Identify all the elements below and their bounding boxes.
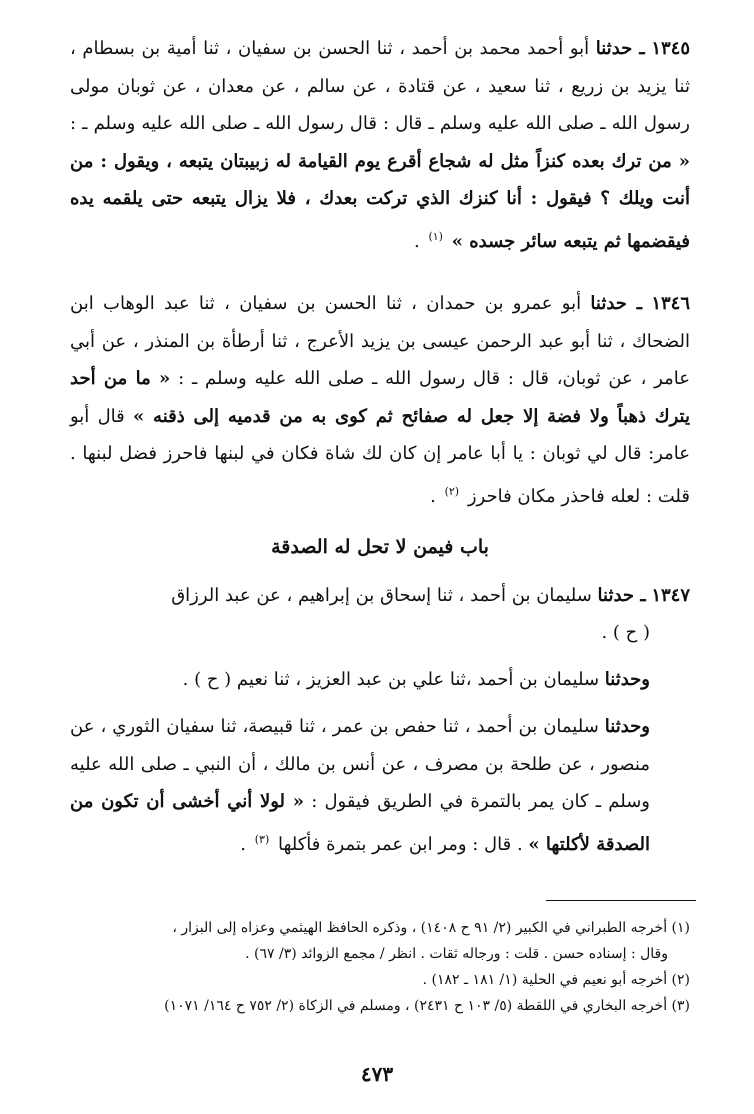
hadith-1347 [70,577,690,863]
page-number: ٤٧٣ [360,1062,394,1086]
isnad: أبو أحمد محمد بن أحمد ، ثنا الحسن بن سفيان ، ثنا أمية بن بسطام ، ثنا يزيد بن زريع ، ثنا سعيد ، عن قتادة ، عن سالم ، عن معدان ، عن ثوبان مولى رسول الله ـ صلى الله عليه وسلم ـ قال : قال رسول الله ـ صلى الله عليه وسلم ـ : [70,38,690,134]
hadith-1345: ١٣٤٥ ـ حدثنا أبو أحمد محمد بن أحمد ، ثنا الحسن بن سفيان ، ثنا أمية بن بسطام ، ثنا يزيد بن زريع ، ثنا سعيد ، عن قتادة ، عن سالم ، عن معدان ، عن ثوبان مولى رسول الله ـ صلى الله عليه وسلم ـ قال : قال رسول الله ـ صلى الله عليه وسلم ـ : « من ترك بعده كنزاً مثل له شجاع أقرع يوم القيامة له زبيبتان يتبعه ، ويقول : من أنت ويلك ؟ فيقول : أنا كنزك الذي تركت بعدك ، فلا يزال يتبعه حتى يلقمه يده فيقضمها ثم يتبعه سائر جسده » $^{(١)}$ . [70,38,690,252]
footnote-ref: (٣) [254,832,270,846]
end-mark: . [430,485,436,507]
narration-word: وحدثنا [604,716,650,737]
isnad: سليمان بن أحمد ،ثنا علي بن عبد العزيز ، ثنا نعيم ( ح ) . [182,669,600,690]
footnote-ref: (١) [428,229,443,243]
isnad: أبو عمرو بن حمدان ، ثنا الحسن بن سفيان ، ثنا عبد الوهاب ابن الضحاك ، ثنا أبو عبد الرحمن عيسى بن يزيد الأعرج ، ثنا أرطأة بن المنذر ، عن أبي عامر ، عن ثوبان، قال : قال رسول الله ـ صلى الله عليه وسلم ـ : [70,293,690,389]
isnad: سليمان بن أحمد ، ثنا إسحاق بن إبراهيم ، عن عبد الرزاق [171,585,592,606]
hadith-number: ١٣٤٦ [651,293,690,314]
isnad: سليمان بن أحمد ، ثنا حفص بن عمر ، ثنا قبيصة، ثنا سفيان الثوري ، عن منصور ، عن طلحة بن مصرف ، عن أنس بن مالك ، أن النبي ـ صلى الله عليه وسلم ـ كان يمر بالتمرة في الطريق فيقول : [70,716,650,812]
hadith-number: ١٣٤٥ [651,38,690,59]
end-mark: . [413,230,420,252]
chapter-title: باب فيمن لا تحل له الصدقة [271,536,489,558]
narration-word: حدثنا [590,293,627,314]
footnote-ref: (٢) [444,484,460,498]
narration-word: حدثنا [597,585,635,606]
hadith-line: ١٣٤٧ ـ حدثنا سليمان بن أحمد ، ثنا إسحاق بن إبراهيم ، عن عبد الرزاق [171,585,690,606]
hadith-line [70,661,690,698]
matn: « لولا أني أخشى أن تكون من الصدقة لأكلتها » [70,791,650,855]
commentary: . قال : ومر ابن عمر بتمرة فأكلها [278,833,523,855]
matn: « ما من أحد يترك ذهباً ولا فضة إلا جعل له صفائح ثم كوى به من قدميه إلى ذقنه » [70,368,690,427]
footnotes [60,915,690,1019]
main-text [70,30,690,863]
narration-word: حدثنا [595,38,633,59]
footnote-2: (٢) أخرجه أبو نعيم في الحلية (١/ ١٨١ ـ ١٨٢) . [422,972,690,988]
commentary: قال أبو عامر: قال لي ثوبان : يا أبا عامر إن كان لك شاة فكان في لبنها فاحرز فضل لبنها . قلت : لعله فاحذر مكان فاحرز [70,405,690,507]
footnote-1: (١) أخرجه الطبراني في الكبير (٢/ ٩١ ح ١٤٠٨) ، وذكره الحافظ الهيثمي وعزاه إلى البزار ، [172,920,690,936]
hadith-number: ١٣٤٧ [651,585,690,606]
hadith-paragraph [70,708,690,863]
footnote-3: (٣) أخرجه البخاري في اللقطة (٥/ ١٠٣ ح ٢٤٣١) ، ومسلم في الزكاة (٢/ ٧٥٢ ح ١٦٤/ ١٠٧١) [164,998,690,1014]
hadith-line [70,614,690,651]
hadith-1346: ١٣٤٦ ـ حدثنا أبو عمرو بن حمدان ، ثنا الحسن بن سفيان ، ثنا عبد الوهاب ابن الضحاك ، ثنا أبو عبد الرحمن عيسى بن يزيد الأعرج ، ثنا أرطأة بن المنذر ، عن أبي عامر ، عن ثوبان، قال : قال رسول الله ـ صلى الله عليه وسلم ـ : « ما من أحد يترك ذهباً ولا فضة إلا جعل له صفائح ثم كوى به من قدميه إلى ذقنه » قال أبو عامر: قال لي ثوبان : يا أبا عامر إن كان لك شاة فكان في لبنها فاحرز فضل لبنها . قلت : لعله فاحذر مكان فاحرز $^{(٢)}$ . [70,293,690,507]
matn: « من ترك بعده كنزاً مثل له شجاع أقرع يوم القيامة له زبيبتان يتبعه ، ويقول : من أنت ويلك ؟ فيقول : أنا كنزك الذي تركت بعدك ، فلا يزال يتبعه حتى يلقمه يده فيقضمها ثم يتبعه سائر جسده » [70,150,690,252]
end-mark: . [240,833,247,855]
narration-word: وحدثنا [604,669,650,690]
tahwil-mark: ( ح ) . [601,622,650,643]
footnote-divider [546,900,696,901]
footnote-1-continued: وقال : إسناده حسن . قلت : ورجاله ثقات . انظر / مجمع الزوائد (٣/ ٦٧) . [245,946,668,962]
